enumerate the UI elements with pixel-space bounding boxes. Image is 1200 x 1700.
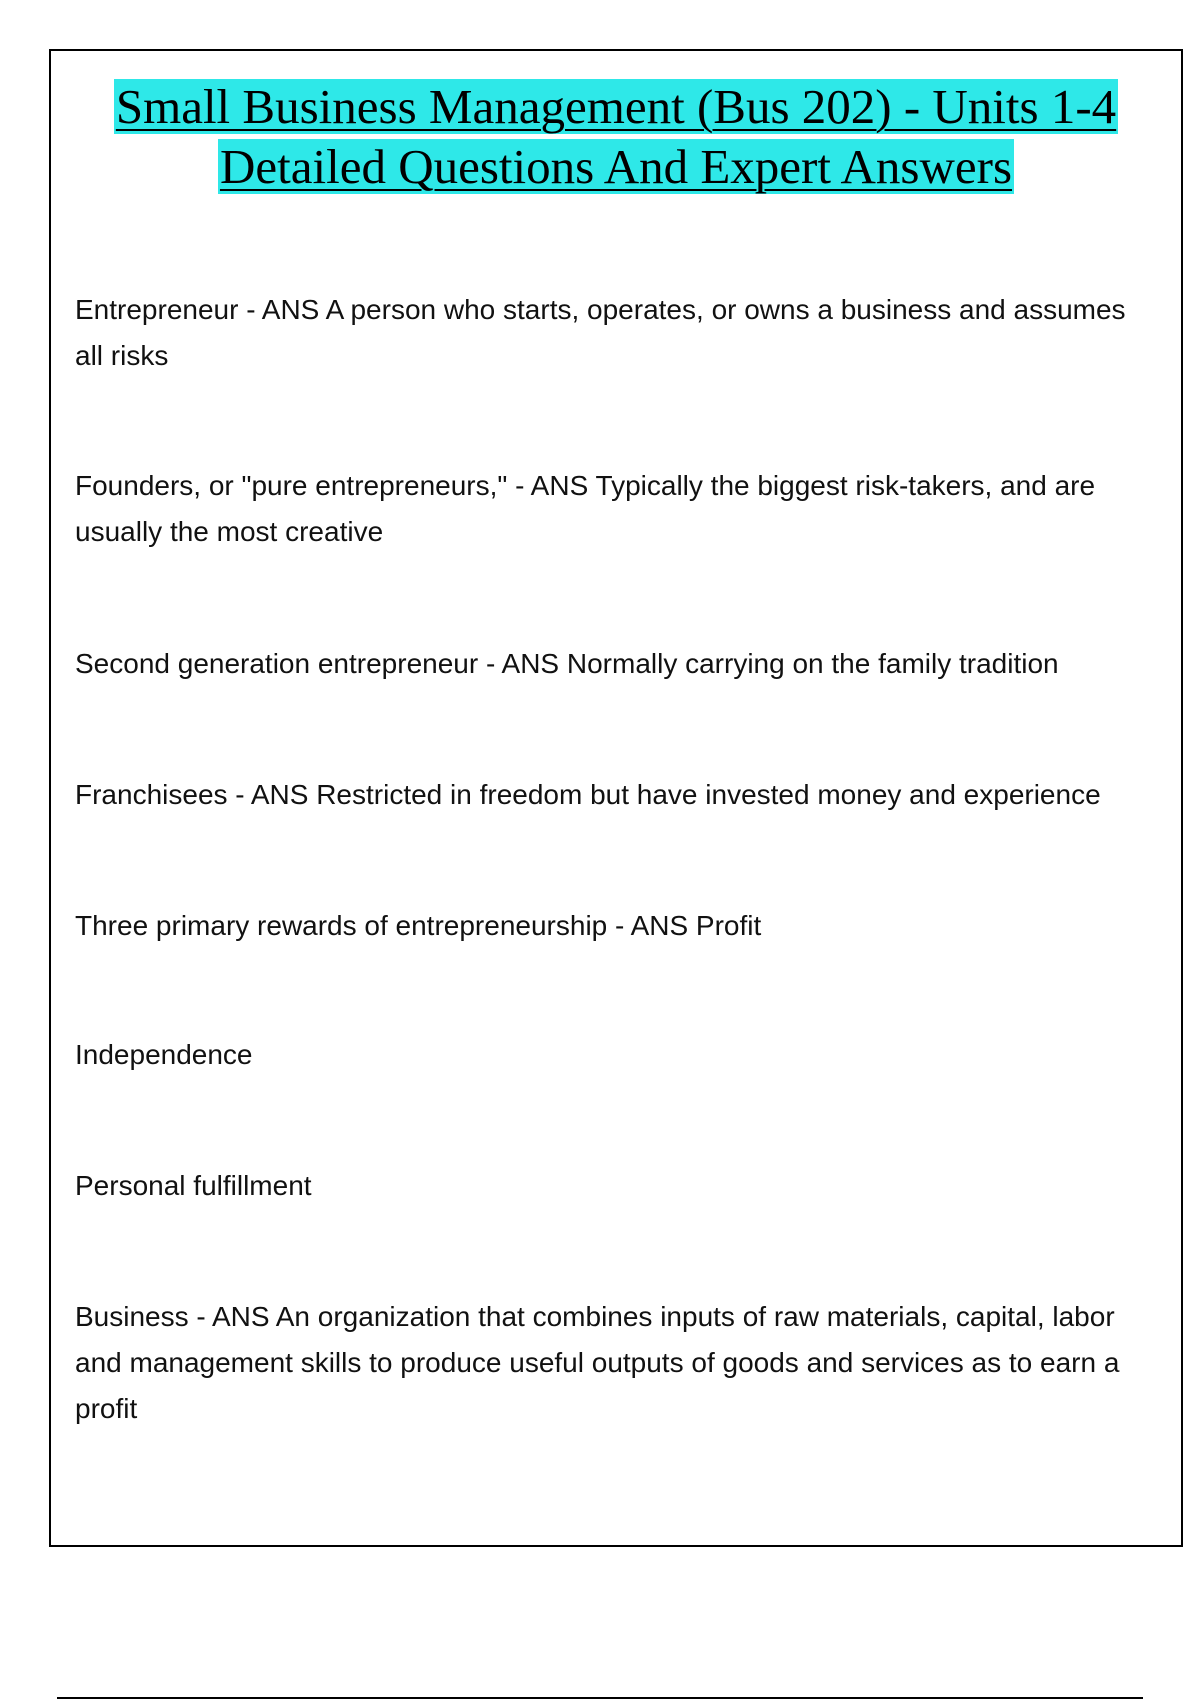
document-title bbox=[51, 77, 1181, 197]
entry-franchisees: Franchisees - ANS Restricted in freedom but have invested money and experience bbox=[75, 779, 1101, 810]
entry-founders: Founders, or "pure entrepreneurs," - ANS Typically the biggest risk-takers, and are usually the most creative bbox=[75, 470, 1096, 547]
title-line-1: Small Business Management (Bus 202) - Units 1-4 bbox=[115, 79, 1117, 134]
page-frame bbox=[49, 49, 1183, 1547]
title-line-2: Detailed Questions And Expert Answers bbox=[219, 139, 1013, 194]
entry-rewards: Three primary rewards of entrepreneurship - ANS Profit bbox=[75, 910, 762, 941]
entry-second-generation: Second generation entrepreneur - ANS Normally carrying on the family tradition bbox=[75, 648, 1059, 679]
entry-independence: Independence bbox=[75, 1039, 253, 1070]
entry-personal-fulfillment: Personal fulfillment bbox=[75, 1170, 312, 1201]
bottom-divider bbox=[57, 1697, 1143, 1699]
entry-entrepreneur: Entrepreneur - ANS A person who starts, operates, or owns a business and assumes all risks bbox=[75, 294, 1126, 371]
entry-business: Business - ANS An organization that combines inputs of raw materials, capital, labor and management skills to produce useful outputs of goods and services as to earn a profit bbox=[75, 1301, 1120, 1424]
